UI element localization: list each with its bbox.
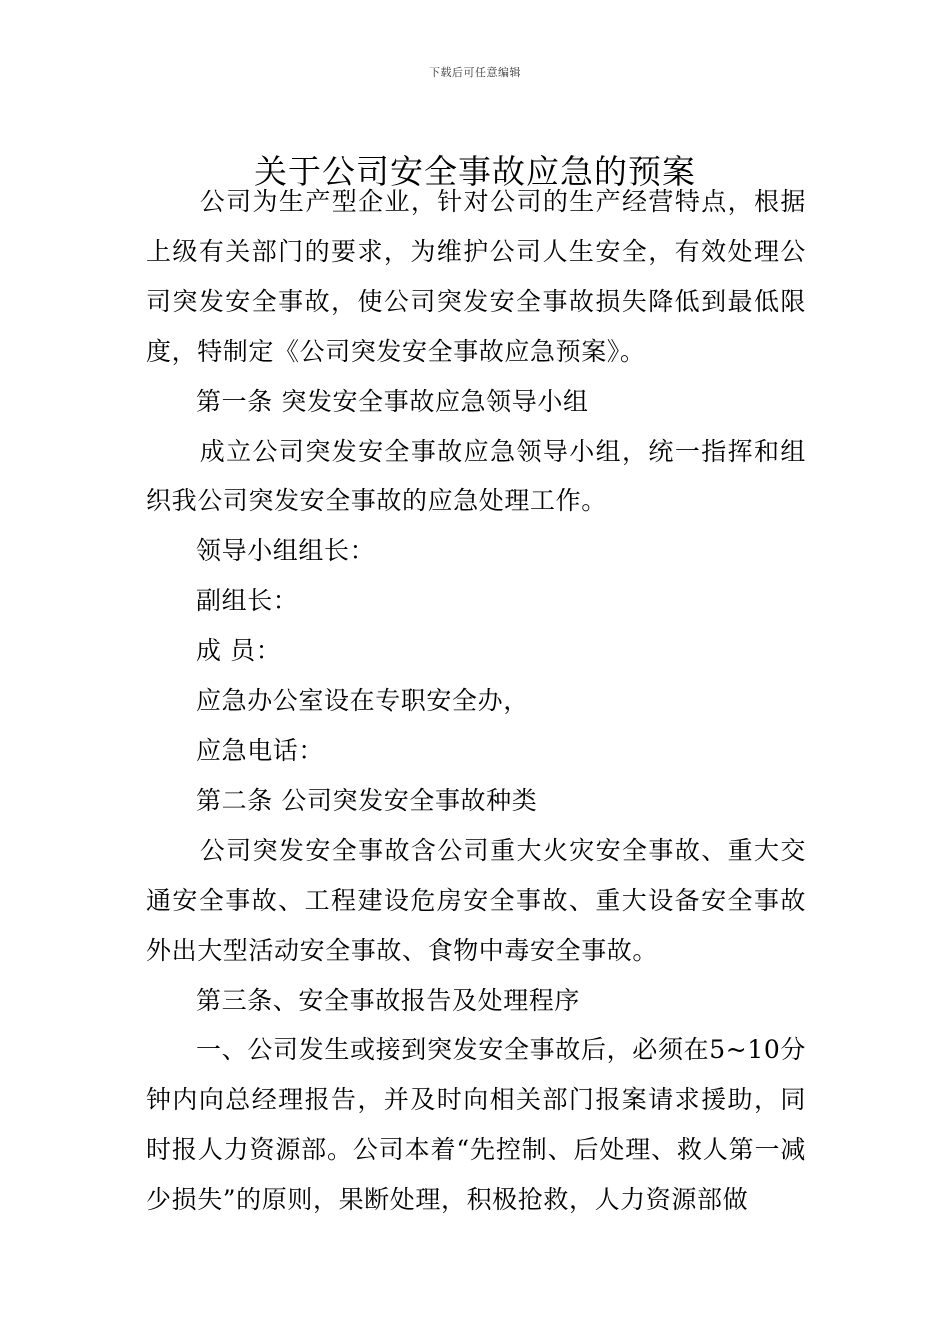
article-2-body: 公司突发安全事故含公司重大火灾安全事故、重大交通安全事故、工程建设危房安全事故、重大设备安全事故外出大型活动安全事故、食物中毒安全事故。 [146,835,806,965]
document-title: 关于公司安全事故应急的预案 [254,152,696,192]
article-3-heading: 第三条、安全事故报告及处理程序 [196,985,581,1015]
document-body [146,177,806,1225]
article-3-body: 一、公司发生或接到突发安全事故后，必须在5~10分钟内向总经理报告，并及时向相关部门报案请求援助，同时报人力资源部。公司本着“先控制、后处理、救人第一减少损失”的原则，果断处理，积极抢救，人力资源部做 [146,1035,806,1215]
leader-line: 领导小组组长： [196,536,376,566]
article-1-heading: 第一条 突发安全事故应急领导小组 [196,386,589,416]
deputy-line: 副组长： [196,586,299,616]
intro-paragraph: 公司为生产型企业，针对公司的生产经营特点，根据上级有关部门的要求，为维护公司人生安全，有效处理公司突发安全事故，使公司突发安全事故损失降低到最低限度，特制定《公司突发安全事故应急预案》。 [146,187,806,366]
members-line: 成 员： [196,636,282,666]
header-note: 下载后可任意编辑 [429,66,521,79]
article-2-heading: 第二条 公司突发安全事故种类 [196,785,538,815]
article-1-body: 成立公司突发安全事故应急领导小组，统一指挥和组织我公司突发安全事故的应急处理工作。 [146,436,806,516]
office-line: 应急办公室设在专职安全办， [196,686,529,716]
phone-line: 应急电话： [196,735,325,765]
